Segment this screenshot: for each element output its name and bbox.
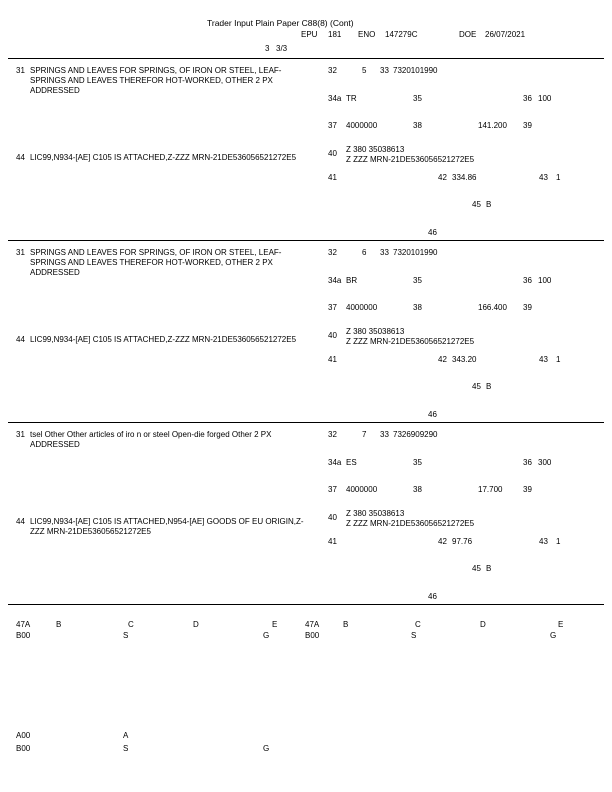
box40-line2: Z ZZZ MRN-21DE536056521272E5 <box>346 155 475 164</box>
box44-label: 44 <box>16 153 25 162</box>
bottom-b00: B00 <box>16 744 31 753</box>
box36-value: 100 <box>538 94 552 103</box>
box35-label: 35 <box>413 458 422 467</box>
box33-label: 33 <box>380 430 389 439</box>
box47a-right-col-d: D <box>480 620 486 629</box>
box38-label: 38 <box>413 303 422 312</box>
box41-label: 41 <box>328 355 337 364</box>
box42-label: 42 <box>438 173 447 182</box>
box44-additional-info <box>16 335 316 345</box>
document-title: Trader Input Plain Paper C88(8) (Cont) <box>207 18 354 28</box>
box33-value: 7320101990 <box>393 66 438 75</box>
box37-label: 37 <box>328 121 337 130</box>
box32-value: 5 <box>362 66 367 75</box>
box47a-right-col-e: E <box>558 620 564 629</box>
box47a-left-label: 47A <box>16 620 31 629</box>
box36-label: 36 <box>523 458 532 467</box>
box46-label: 46 <box>428 410 437 419</box>
box42-label: 42 <box>438 355 447 364</box>
eno-value: 147279C <box>385 30 418 39</box>
box40-label: 40 <box>328 331 337 340</box>
box43-label: 43 <box>539 355 548 364</box>
box40-label: 40 <box>328 149 337 158</box>
box35-label: 35 <box>413 276 422 285</box>
box47a-left-g: G <box>263 631 270 640</box>
box38-label: 38 <box>413 485 422 494</box>
box42-value: 97.76 <box>452 537 473 546</box>
eno-label: ENO <box>358 30 376 39</box>
box31-text: SPRINGS AND LEAVES FOR SPRINGS, OF IRON OR STEEL, LEAF-SPRINGS AND LEAVES THEREFOR HOT-WORKED, OTHER 2 PX ADDRESSED <box>30 66 282 95</box>
bottom-a: A <box>123 731 129 740</box>
box40-line2: Z ZZZ MRN-21DE536056521272E5 <box>346 519 475 528</box>
box47a-right-s: S <box>411 631 417 640</box>
box43-value: 1 <box>556 355 561 364</box>
divider <box>8 422 604 423</box>
box31-description <box>16 430 316 450</box>
box38-value: 17.700 <box>478 485 503 494</box>
box47a-left-col-d: D <box>193 620 199 629</box>
box31-text: SPRINGS AND LEAVES FOR SPRINGS, OF IRON OR STEEL, LEAF-SPRINGS AND LEAVES THEREFOR HOT-WORKED, OTHER 2 PX ADDRESSED <box>30 248 282 277</box>
box43-value: 1 <box>556 173 561 182</box>
box37-value: 4000000 <box>346 485 378 494</box>
box45-label: 45 <box>472 200 481 209</box>
box32-label: 32 <box>328 66 337 75</box>
box34a-label: 34a <box>328 458 342 467</box>
box39-label: 39 <box>523 121 532 130</box>
box38-value: 166.400 <box>478 303 507 312</box>
epu-value: 181 <box>328 30 342 39</box>
box41-label: 41 <box>328 537 337 546</box>
box41-label: 41 <box>328 173 337 182</box>
divider <box>8 240 604 241</box>
box36-value: 100 <box>538 276 552 285</box>
box44-text: LIC99,N934-[AE] C105 IS ATTACHED,Z-ZZZ MRN-21DE536056521272E5 <box>30 153 297 162</box>
box47a-right-g: G <box>550 631 557 640</box>
box34a-value: BR <box>346 276 358 285</box>
bottom-g: G <box>263 744 270 753</box>
box45-value: B <box>486 564 492 573</box>
box47a-right-label: 47A <box>305 620 320 629</box>
box43-label: 43 <box>539 173 548 182</box>
box35-label: 35 <box>413 94 422 103</box>
box32-value: 7 <box>362 430 367 439</box>
box34a-value: ES <box>346 458 357 467</box>
box33-label: 33 <box>380 66 389 75</box>
box40-line1: Z 380 35038613 <box>346 327 405 336</box>
page-of: 3/3 <box>276 44 288 53</box>
box47a-left-b00: B00 <box>16 631 31 640</box>
box37-label: 37 <box>328 303 337 312</box>
box36-value: 300 <box>538 458 552 467</box>
box42-label: 42 <box>438 537 447 546</box>
box47a-left-col-e: E <box>272 620 278 629</box>
box32-label: 32 <box>328 248 337 257</box>
box44-label: 44 <box>16 335 25 344</box>
box39-label: 39 <box>523 485 532 494</box>
box40-line1: Z 380 35038613 <box>346 145 405 154</box>
box44-label: 44 <box>16 517 25 526</box>
box34a-label: 34a <box>328 276 342 285</box>
box34a-label: 34a <box>328 94 342 103</box>
box47a-right-col-b: B <box>343 620 349 629</box>
box32-label: 32 <box>328 430 337 439</box>
box42-value: 343.20 <box>452 355 477 364</box>
box36-label: 36 <box>523 276 532 285</box>
box47a-left-col-b: B <box>56 620 62 629</box>
box45-value: B <box>486 200 492 209</box>
doe-value: 26/07/2021 <box>485 30 526 39</box>
box37-label: 37 <box>328 485 337 494</box>
box34a-value: TR <box>346 94 357 103</box>
box36-label: 36 <box>523 94 532 103</box>
box45-value: B <box>486 382 492 391</box>
box40-line2: Z ZZZ MRN-21DE536056521272E5 <box>346 337 475 346</box>
box44-additional-info <box>16 517 316 537</box>
box47a-right-col-c: C <box>415 620 421 629</box>
box42-value: 334.86 <box>452 173 477 182</box>
box31-description <box>16 66 316 96</box>
box40-label: 40 <box>328 513 337 522</box>
box40-line1: Z 380 35038613 <box>346 509 405 518</box>
box47a-left-s: S <box>123 631 129 640</box>
box31-label: 31 <box>16 66 25 75</box>
box47a-right-b00: B00 <box>305 631 320 640</box>
bottom-s: S <box>123 744 129 753</box>
box44-text: LIC99,N934-[AE] C105 IS ATTACHED,Z-ZZZ MRN-21DE536056521272E5 <box>30 335 297 344</box>
box32-value: 6 <box>362 248 367 257</box>
box45-label: 45 <box>472 382 481 391</box>
box37-value: 4000000 <box>346 121 378 130</box>
box31-description <box>16 248 316 278</box>
box44-text: LIC99,N934-[AE] C105 IS ATTACHED,N954-[AE] GOODS OF EU ORIGIN,Z-ZZZ MRN-21DE536056521272E5 <box>30 517 304 536</box>
box33-value: 7326909290 <box>393 430 438 439</box>
page-number: 3 <box>265 44 270 53</box>
box31-label: 31 <box>16 430 25 439</box>
box38-value: 141.200 <box>478 121 507 130</box>
bottom-a00: A00 <box>16 731 31 740</box>
box33-value: 7320101990 <box>393 248 438 257</box>
box38-label: 38 <box>413 121 422 130</box>
box43-label: 43 <box>539 537 548 546</box>
divider <box>8 604 604 605</box>
box45-label: 45 <box>472 564 481 573</box>
doe-label: DOE <box>459 30 477 39</box>
box31-text: tsel Other Other articles of iro n or steel Open-die forged Other 2 PX ADDRESSED <box>30 430 272 449</box>
epu-label: EPU <box>301 30 318 39</box>
box43-value: 1 <box>556 537 561 546</box>
box37-value: 4000000 <box>346 303 378 312</box>
box46-label: 46 <box>428 592 437 601</box>
box33-label: 33 <box>380 248 389 257</box>
box47a-left-col-c: C <box>128 620 134 629</box>
box39-label: 39 <box>523 303 532 312</box>
box44-additional-info <box>16 153 316 163</box>
divider <box>8 58 604 59</box>
box46-label: 46 <box>428 228 437 237</box>
box31-label: 31 <box>16 248 25 257</box>
